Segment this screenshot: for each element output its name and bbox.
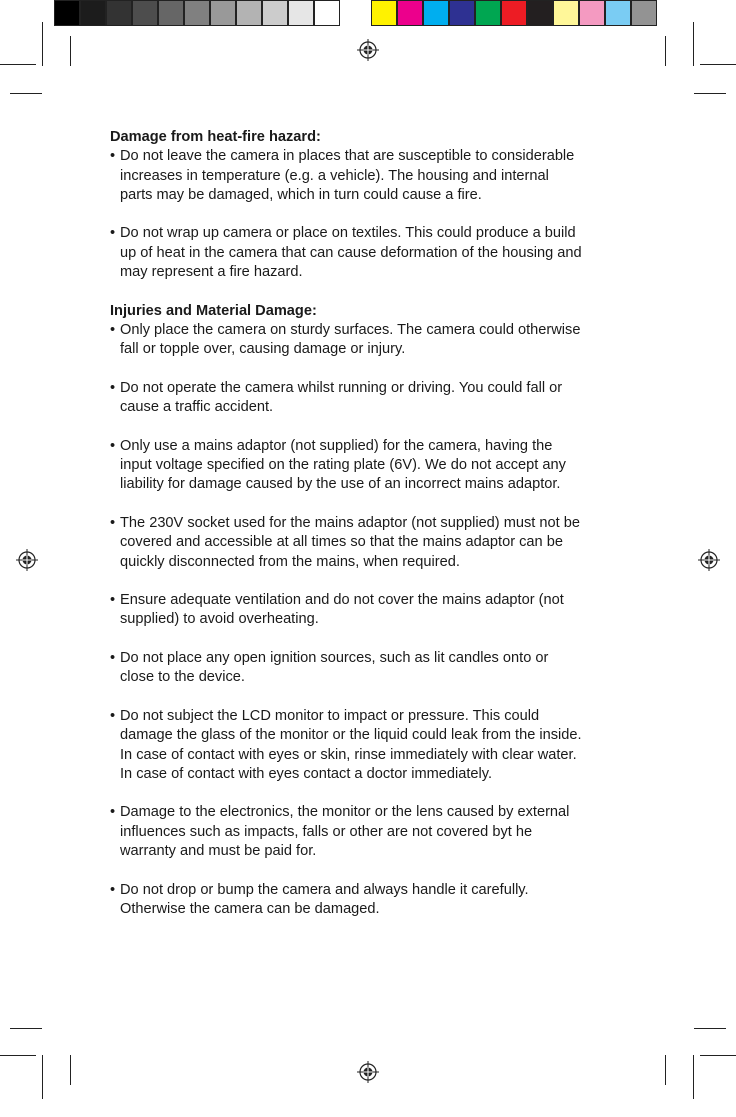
color-swatch bbox=[80, 0, 106, 26]
list-item-line: parts may be damaged, which in turn could cause a fire. bbox=[120, 186, 482, 203]
list-item bbox=[110, 224, 630, 282]
list-item-line: In case of contact with eyes contact a doctor immediately. bbox=[120, 765, 493, 782]
crop-mark bbox=[700, 1055, 736, 1056]
registration-mark-icon bbox=[698, 549, 720, 571]
crop-mark bbox=[0, 1055, 36, 1056]
bullet-icon: • bbox=[110, 148, 116, 165]
list-item-line: Otherwise the camera can be damaged. bbox=[120, 900, 380, 917]
color-swatch bbox=[527, 0, 553, 26]
crop-mark bbox=[694, 1028, 726, 1029]
list-item-line: In case of contact with eyes or skin, rinse immediately with clear water. bbox=[120, 746, 577, 763]
list-item bbox=[110, 803, 630, 861]
list-item-line: Do not operate the camera whilst running or driving. You could fall or bbox=[120, 379, 563, 396]
list-item-line: Only place the camera on sturdy surfaces. The camera could otherwise bbox=[120, 321, 581, 338]
list-item bbox=[110, 379, 630, 418]
crop-mark bbox=[665, 1055, 666, 1085]
bullet-icon: • bbox=[110, 650, 116, 667]
color-swatch bbox=[158, 0, 184, 26]
color-calibration-bar bbox=[371, 0, 657, 30]
color-swatch bbox=[184, 0, 210, 26]
color-swatch bbox=[475, 0, 501, 26]
bullet-icon: • bbox=[110, 707, 116, 724]
crop-mark bbox=[665, 36, 666, 66]
bullet-icon: • bbox=[110, 437, 116, 454]
color-swatch bbox=[54, 0, 80, 26]
crop-mark bbox=[700, 64, 736, 65]
crop-mark bbox=[70, 1055, 71, 1085]
section-heading: Injuries and Material Damage: bbox=[110, 302, 317, 319]
list-item-line: supplied) to avoid overheating. bbox=[120, 611, 319, 628]
bullet-icon: • bbox=[110, 804, 116, 821]
list-item bbox=[110, 649, 630, 688]
list-item-line: damage the glass of the monitor or the liquid could leak from the inside. bbox=[120, 727, 582, 744]
bullet-icon: • bbox=[110, 514, 116, 531]
list-item-line: increases in temperature (e.g. a vehicle). The housing and internal bbox=[120, 167, 549, 184]
list-item-line: close to the device. bbox=[120, 669, 245, 686]
color-swatch bbox=[210, 0, 236, 26]
list-item-line: quickly disconnected from the mains, when required. bbox=[120, 553, 460, 570]
color-swatch bbox=[397, 0, 423, 26]
list-item-line: Do not wrap up camera or place on textiles. This could produce a build bbox=[120, 225, 576, 242]
color-swatch bbox=[371, 0, 397, 26]
crop-mark bbox=[10, 1028, 42, 1029]
list-item-line: Damage to the electronics, the monitor or the lens caused by external bbox=[120, 804, 570, 821]
list-item-line: fall or topple over, causing damage or injury. bbox=[120, 341, 406, 358]
list-item-line: cause a traffic accident. bbox=[120, 399, 274, 416]
crop-mark bbox=[42, 22, 43, 66]
list-item-line: warranty and must be paid for. bbox=[120, 842, 317, 859]
crop-mark bbox=[693, 22, 694, 66]
color-swatch bbox=[631, 0, 657, 26]
section-heading: Damage from heat-fire hazard: bbox=[110, 129, 321, 145]
list-item bbox=[110, 321, 630, 360]
color-swatch bbox=[579, 0, 605, 26]
list-item-line: Do not leave the camera in places that are susceptible to considerable bbox=[120, 148, 575, 165]
color-swatch bbox=[423, 0, 449, 26]
crop-mark bbox=[42, 1055, 43, 1099]
list-item-line: Only use a mains adaptor (not supplied) for the camera, having the bbox=[120, 437, 553, 454]
color-swatch bbox=[132, 0, 158, 26]
list-item-line: influences such as impacts, falls or other are not covered byt he bbox=[120, 823, 533, 840]
list-item bbox=[110, 591, 630, 630]
color-swatch bbox=[605, 0, 631, 26]
safety-instructions bbox=[110, 128, 630, 919]
list-item bbox=[110, 437, 630, 495]
crop-mark bbox=[70, 36, 71, 66]
grayscale-calibration-bar bbox=[54, 0, 340, 30]
bullet-icon: • bbox=[110, 225, 116, 242]
registration-mark-icon bbox=[357, 1061, 379, 1083]
list-item-line: Do not place any open ignition sources, such as lit candles onto or bbox=[120, 650, 549, 667]
crop-mark bbox=[694, 93, 726, 94]
color-swatch bbox=[106, 0, 132, 26]
color-swatch bbox=[314, 0, 340, 26]
list-item-line: The 230V socket used for the mains adaptor (not supplied) must not be bbox=[120, 514, 580, 531]
bullet-icon: • bbox=[110, 321, 116, 338]
list-item-line: Do not drop or bump the camera and always handle it carefully. bbox=[120, 881, 529, 898]
bullet-icon: • bbox=[110, 379, 116, 396]
list-item bbox=[110, 707, 630, 784]
crop-mark bbox=[0, 64, 36, 65]
crop-mark bbox=[10, 93, 42, 94]
list-item-line: up of heat in the camera that can cause deformation of the housing and bbox=[120, 244, 582, 261]
color-swatch bbox=[553, 0, 579, 26]
list-item-line: Do not subject the LCD monitor to impact or pressure. This could bbox=[120, 707, 540, 724]
registration-mark-icon bbox=[16, 549, 38, 571]
color-swatch bbox=[449, 0, 475, 26]
color-swatch bbox=[262, 0, 288, 26]
registration-mark-icon bbox=[357, 39, 379, 61]
list-item-line: covered and accessible at all times so that the mains adaptor can be bbox=[120, 534, 563, 551]
color-swatch bbox=[501, 0, 527, 26]
bullet-icon: • bbox=[110, 592, 116, 609]
crop-mark bbox=[693, 1055, 694, 1099]
list-item-line: may represent a fire hazard. bbox=[120, 264, 303, 281]
list-item-line: Ensure adequate ventilation and do not cover the mains adaptor (not bbox=[120, 592, 564, 609]
list-item bbox=[110, 147, 630, 205]
bullet-icon: • bbox=[110, 881, 116, 898]
list-item bbox=[110, 881, 630, 920]
list-item-line: liability for damage caused by the use of an incorrect mains adaptor. bbox=[120, 476, 561, 493]
color-swatch bbox=[236, 0, 262, 26]
list-item-line: input voltage specified on the rating plate (6V). We do not accept any bbox=[120, 457, 566, 474]
color-swatch bbox=[288, 0, 314, 26]
list-item bbox=[110, 514, 630, 572]
